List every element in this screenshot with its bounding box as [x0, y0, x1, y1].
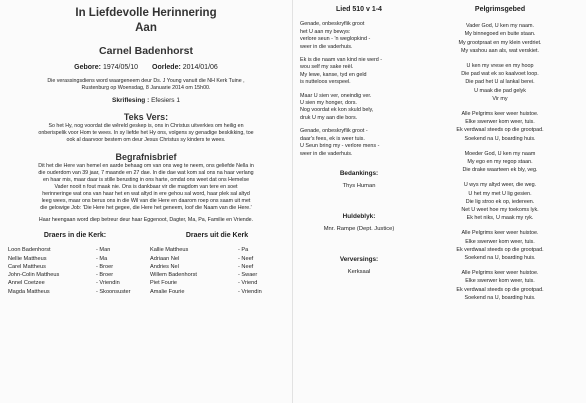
list-item: Amalie Fourie - Vriendin	[150, 288, 262, 295]
text-verse-title: Teks Vers:	[123, 112, 169, 122]
died-date: Oorlede: 2014/01/06	[152, 64, 218, 71]
pallbearers-outside-title: Draers uit die Kerk	[185, 232, 249, 239]
hymn-stanza: Genade, onbeskryflik groot - daar's fees, ek is weer tuis. U Seun bring my - verlore mens - weer in die vaderhuis.	[300, 128, 380, 157]
refreshments-value: Kerksaal	[347, 268, 371, 275]
prayer-title: Pelgrimsgebed	[474, 6, 526, 13]
funeral-letter-body: Dit het die Here van hemel en aarde behaag om van ons weg te neem, ons geliefde Nella in die ouderdom van 39 jaar, 7 maande en 27 dae. In die dae wat kom sal ons na haar verlang en haar mis, maar daar is stille berusting in ons harte, omdat ons weet dat ons Hemelse Vader nooit n fout maak nie. Ons is dankbaar vir die magdom van tere en soet herinneringe wat ons van haar het en wat altyd in ere gehou sal word, haar plek sal altyd leeg wees, maar ons berus ons in die Wil van die Here en daarom roep ons saam uit met die gelowige Job: 'Die Here het gegee, die Here het geneem, loof die Naam van die Here.'	[38, 163, 254, 211]
list-item: Carel Mattheus - Broer	[8, 263, 114, 270]
prayer-stanza: Moeder God, U ken my naam My ego en my regop staan. Die drake waarteen ek bly, veg.	[462, 150, 538, 174]
prayer-stanza: Vader God, U ken my naam. My binnegoed en buite staan. My grootpraat en my klein verdriet. My vashou aan als, wat verskiet.	[458, 23, 542, 54]
hymn-stanza: Maar U sien ver, oneindig ver. U sien my honger, dors. Nog voordat ek kon skuld bely, druk U my aan die bors.	[300, 92, 374, 121]
prayer-column	[418, 6, 582, 309]
prayer-stanza: U ken my vrese en my hoop Die pad wat ek so kaalvoet loop. Die pad het U al lankal berei. U maak die pad gelyk Vir my	[461, 63, 539, 102]
page-fold	[292, 0, 293, 403]
memorial-subtitle: Aan	[135, 22, 157, 34]
tribute-value: Mnr. Rampe (Dept. Justice)	[323, 226, 395, 233]
list-item: Adriaan Nel - Neef	[150, 255, 254, 262]
prayer-stanza: Alle Pelgrims keer weer huistoe. Elke swerwer kom weer, tuis. Ek verdwaal steeds op die grootpad. Soekend na U, boarding huis.	[456, 230, 544, 262]
hymn-column	[300, 6, 418, 309]
text-verse-body: So het Hy, nog voordat die wêreld geskep is, ons in Christus uitverkies om heilig en onberispelik voor Hom te wees. In sy liefde het Hy ons, volgens sy genadige beskikking, toe ook al daarvoor bestem om deur Jesus Christus sy kinders te wees.	[38, 123, 254, 143]
memorial-title: In Liefdevolle Herinnering	[75, 7, 217, 19]
list-item: John-Colin Mattheus - Broer	[8, 272, 114, 279]
list-item: Loon Badenhorst - Man	[8, 247, 111, 254]
list-item: Piet Fourie - Vriend	[150, 280, 258, 287]
prayer-stanza: U wys my altyd weer, die weg. U het my met U lig gesien. Die lig stroo ek op, iedereen. Net U weet hoe my toekoms lyk. Ek het niks, U maak my ryk.	[461, 182, 539, 222]
service-info: Die verassingsdiens word waargeneem deur Ds. J Young vanuit die NH Kerk Tuine , Rustenburg op Woensdag, 8 Januarie 2014 om 15h00.	[47, 78, 245, 91]
deceased-name: Carnel Badenhorst	[99, 45, 193, 57]
thanks-label: Bedankings:	[339, 169, 379, 177]
refreshments-label: Verversings:	[339, 255, 379, 263]
list-item: Nellie Mattheus - Ma	[8, 255, 108, 262]
list-item: Magda Mattheus - Skoonsuster	[8, 288, 131, 295]
list-item: Willem Badenhorst - Swaer	[150, 272, 258, 279]
left-page	[4, 6, 288, 296]
born-date: Gebore: 1974/05/10	[74, 64, 139, 71]
list-item: Andries Nel - Neef	[150, 263, 254, 270]
funeral-letter-title: Begrafnisbrief	[115, 152, 177, 162]
thanks-value: Thys Human	[342, 183, 376, 190]
hymn-stanza: Genade, onbeskryflik groot het U aan my bewys: verlore seun - 'n weglopkind - weer in die vaderhuis.	[300, 21, 371, 50]
right-page	[300, 6, 582, 309]
list-item: Kallie Mattheus - Pa	[150, 247, 249, 254]
dates-row	[4, 64, 288, 71]
pallbearers-outside	[146, 232, 288, 296]
tribute-label: Huldeblyk:	[342, 212, 376, 220]
pallbearers-church-title: Draers in die Kerk:	[43, 232, 107, 239]
scripture-reading: Skriflesing : Efesiers 1	[112, 97, 180, 104]
list-item: Annel Coetzee - Vriendin	[8, 280, 120, 287]
hymn-title: Lied 510 v 1-4	[336, 6, 382, 13]
pallbearers	[4, 232, 288, 296]
hymn-stanza: Ek is die naam van kind nie werd - wou self my sake reël. My lewe, kanse, tyd en geld is nutteloos verspeel.	[300, 57, 383, 86]
pallbearers-church	[4, 232, 146, 296]
thanks-line: Haar heengaan word diep betreur deur haar Eggenoot, Dagter, Ma, Pa, Familie en Vriende.	[38, 217, 254, 223]
prayer-stanza: Alle Pelgrims keer weer huistoe. Elke swerwer kom weer, tuis. Ek verdwaal steeds op die grootpad. Soekend na U, boarding huis.	[456, 270, 544, 301]
prayer-stanza: Alle Pelgrims keer weer huistoe. Elke swerwer kom weer, tuis. Ek verdwaal steeds op die grootpad. Soekend na U, boarding huis.	[456, 111, 544, 142]
